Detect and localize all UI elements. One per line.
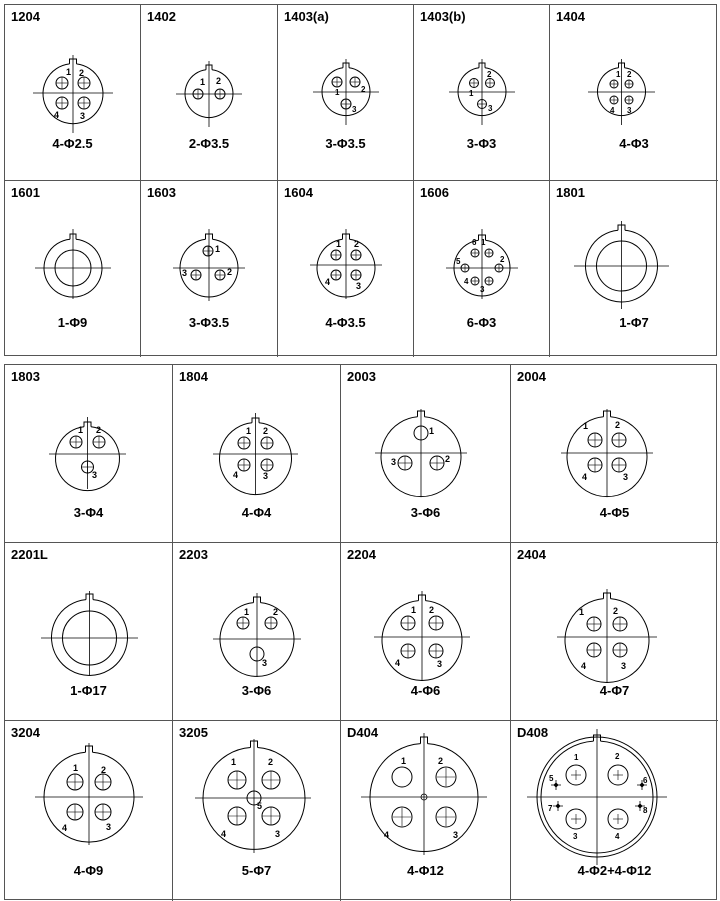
pin-number-label: 4 <box>325 277 331 287</box>
pin-number-label: 1 <box>66 67 72 77</box>
pin-number-label: 1 <box>336 239 342 249</box>
connector-cell-d404 <box>341 721 511 901</box>
pin-number-label: 1 <box>469 89 474 98</box>
pin-number-label: 1 <box>231 757 237 767</box>
model-label: 1403(b) <box>420 9 466 24</box>
connector-table-top <box>4 4 717 356</box>
pin-number-label: 4 <box>582 472 588 482</box>
pin-spec-label: 3-Φ3 <box>466 136 497 151</box>
model-label: 1204 <box>11 9 40 24</box>
pin-spec-label: 4-Φ2.5 <box>52 136 93 151</box>
pinout-diagram <box>550 181 718 357</box>
pin-number-label: 3 <box>106 822 112 832</box>
pin-number-label: 1 <box>411 605 417 615</box>
pin-number-label: 2 <box>487 70 492 79</box>
pin-number-label: 3 <box>182 268 188 278</box>
model-label: 2201L <box>11 547 48 562</box>
pin-spec-label: 4-Φ3.5 <box>325 315 366 330</box>
pin-number-label: 2 <box>96 425 102 435</box>
pin-number-label: 4 <box>62 823 68 833</box>
pin-spec-label: 4-Φ7 <box>599 683 630 698</box>
connector-cell-1403a <box>278 5 414 181</box>
connector-cell-3205 <box>173 721 341 901</box>
connector-cell-2203 <box>173 543 341 721</box>
connector-cell-2004 <box>511 365 718 543</box>
connector-cell-1603 <box>141 181 278 357</box>
connector-cell-1801 <box>550 181 718 357</box>
pin-number-label: 3 <box>92 470 98 480</box>
pin-spec-label: 3-Φ3.5 <box>325 136 366 151</box>
pin-number-label: 6 <box>643 776 648 785</box>
pin-number-label: 2 <box>615 420 621 430</box>
pin-number-label: 1 <box>401 756 407 766</box>
pin-spec-label: 4-Φ12 <box>407 863 444 878</box>
model-label: 2003 <box>347 369 376 384</box>
connector-cell-1804 <box>173 365 341 543</box>
pin-number-label: 2 <box>438 756 444 766</box>
pin-number-label: 4 <box>233 470 239 480</box>
pin-number-label: 1 <box>583 421 589 431</box>
pin-number-label: 3 <box>262 658 268 668</box>
model-label: 1402 <box>147 9 176 24</box>
pin-spec-label: 5-Φ7 <box>241 863 272 878</box>
pin-number-label: 4 <box>615 832 620 841</box>
pin-number-label: 3 <box>453 830 459 840</box>
pin-number-label: 4 <box>581 661 587 671</box>
pin-spec-label: 1-Φ7 <box>619 315 649 330</box>
pin-number-label: 4 <box>464 277 469 286</box>
connector-cell-1803 <box>5 365 173 543</box>
connector-cell-2003 <box>341 365 511 543</box>
pin-number-label: 4 <box>610 106 615 115</box>
model-label: D408 <box>517 725 549 740</box>
pin-number-label: 1 <box>429 426 435 436</box>
pin-number-label: 3 <box>437 659 443 669</box>
pin-number-label: 2 <box>227 267 233 277</box>
pin-number-label: 1 <box>73 763 79 773</box>
model-label: 1603 <box>147 185 176 200</box>
pin-number-label: 1 <box>481 238 486 247</box>
pin-number-label: 1 <box>244 607 250 617</box>
pin-number-label: 2 <box>273 607 279 617</box>
pinout-diagram <box>278 181 414 357</box>
pin-number-label: 3 <box>621 661 627 671</box>
pinout-diagram <box>278 5 414 181</box>
pin-number-label: 1 <box>579 607 585 617</box>
connector-table-bottom <box>4 364 717 900</box>
pin-number-label: 3 <box>488 104 493 113</box>
pin-spec-label: 4-Φ5 <box>599 505 630 520</box>
pin-spec-label: 3-Φ6 <box>410 505 441 520</box>
pin-number-label: 3 <box>263 471 269 481</box>
pin-spec-label: 2-Φ3.5 <box>188 136 230 151</box>
connector-cell-2204 <box>341 543 511 721</box>
pin-spec-label: 3-Φ3.5 <box>188 315 230 330</box>
pin-number-label: 5 <box>549 774 554 783</box>
pin-spec-label: 4-Φ4 <box>241 505 272 520</box>
model-label: 1803 <box>11 369 40 384</box>
pin-number-label: 2 <box>615 752 620 761</box>
pin-number-label: 3 <box>80 111 86 121</box>
pin-spec-label: 3-Φ4 <box>73 505 104 520</box>
pin-number-label: 2 <box>613 606 619 616</box>
pin-number-label: 3 <box>573 832 578 841</box>
pin-number-label: 3 <box>352 105 357 114</box>
pin-number-label: 5 <box>456 257 461 266</box>
pin-number-label: 8 <box>643 806 648 815</box>
connector-cell-1403b <box>414 5 550 181</box>
pin-number-label: 3 <box>356 281 362 291</box>
pinout-diagram <box>141 5 278 181</box>
pin-spec-label: 4-Φ6 <box>410 683 441 698</box>
pin-number-label: 2 <box>627 70 632 79</box>
pin-number-label: 2 <box>268 757 274 767</box>
model-label: 3205 <box>179 725 208 740</box>
connector-cell-1601 <box>5 181 141 357</box>
pin-number-label: 4 <box>395 658 401 668</box>
pin-number-label: 2 <box>445 454 451 464</box>
pin-number-label: 4 <box>54 110 60 120</box>
pin-number-label: 5 <box>257 801 263 811</box>
pin-number-label: 1 <box>200 77 206 87</box>
model-label: 2204 <box>347 547 376 562</box>
model-label: 2004 <box>517 369 546 384</box>
pin-spec-label: 4-Φ3 <box>619 136 649 151</box>
connector-cell-2201l <box>5 543 173 721</box>
pin-number-label: 3 <box>275 829 281 839</box>
connector-cell-2404 <box>511 543 718 721</box>
model-label: 1804 <box>179 369 208 384</box>
pin-spec-label: 4-Φ9 <box>73 863 104 878</box>
pin-spec-label: 6-Φ3 <box>466 315 497 330</box>
pin-number-label: 1 <box>215 244 221 254</box>
pin-number-label: 1 <box>616 70 621 79</box>
pinout-diagram <box>414 5 550 181</box>
pin-number-label: 6 <box>472 238 477 247</box>
pinout-diagram <box>550 5 718 181</box>
pin-spec-label: 3-Φ6 <box>241 683 272 698</box>
model-label: 1606 <box>420 185 449 200</box>
pin-number-label: 3 <box>391 457 397 467</box>
pin-number-label: 1 <box>246 426 252 436</box>
pin-number-label: 1 <box>335 88 340 97</box>
pin-number-label: 2 <box>361 85 366 94</box>
model-label: 1801 <box>556 185 585 200</box>
pinout-diagram <box>414 181 550 357</box>
pin-number-label: 1 <box>574 753 579 762</box>
pin-number-label: 2 <box>429 605 435 615</box>
model-label: 1604 <box>284 185 313 200</box>
connector-cell-1402 <box>141 5 278 181</box>
connector-cell-1604 <box>278 181 414 357</box>
pin-spec-label: 1-Φ17 <box>70 683 107 698</box>
pin-number-label: 1 <box>78 425 84 435</box>
model-label: 2404 <box>517 547 546 562</box>
pin-number-label: 4 <box>384 830 390 840</box>
pin-number-label: 2 <box>500 255 505 264</box>
pin-number-label: 4 <box>221 829 227 839</box>
model-label: D404 <box>347 725 379 740</box>
connector-cell-1404 <box>550 5 718 181</box>
pin-number-label: 2 <box>354 239 360 249</box>
connector-cell-1204 <box>5 5 141 181</box>
pin-number-label: 7 <box>548 804 553 813</box>
pin-number-label: 3 <box>480 285 485 294</box>
model-label: 2203 <box>179 547 208 562</box>
model-label: 1404 <box>556 9 585 24</box>
pin-number-label: 2 <box>79 68 85 78</box>
model-label: 1403(a) <box>284 9 329 24</box>
pin-number-label: 3 <box>627 106 632 115</box>
pin-spec-label: 4-Φ2+4-Φ12 <box>577 863 652 878</box>
connector-cell-1606 <box>414 181 550 357</box>
model-label: 1601 <box>11 185 40 200</box>
pin-number-label: 2 <box>101 765 107 775</box>
pinout-diagram <box>5 181 141 357</box>
model-label: 3204 <box>11 725 40 740</box>
connector-cell-d408 <box>511 721 718 901</box>
pin-number-label: 2 <box>216 76 222 86</box>
pin-number-label: 2 <box>263 426 269 436</box>
pin-number-label: 3 <box>623 472 629 482</box>
pinout-diagram <box>141 181 278 357</box>
pinout-diagram <box>5 5 141 181</box>
pin-spec-label: 1-Φ9 <box>57 315 88 330</box>
connector-cell-3204 <box>5 721 173 901</box>
